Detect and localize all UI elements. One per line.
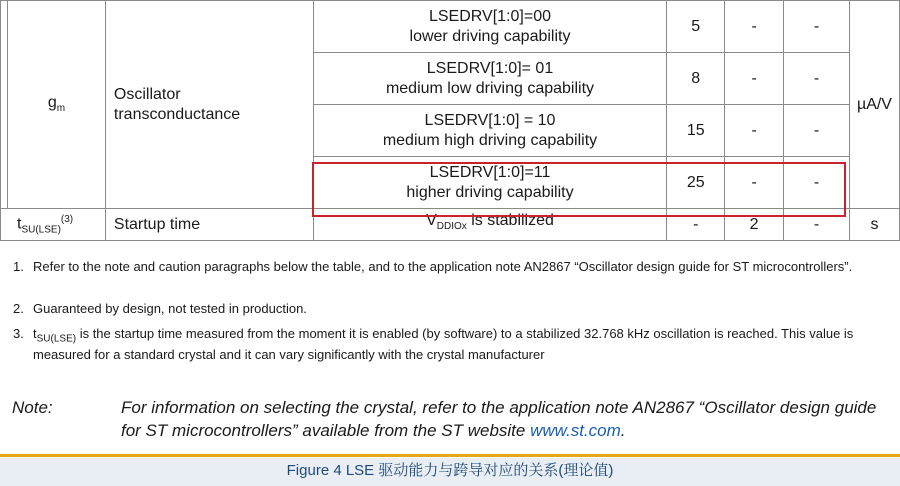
typ-value: - bbox=[725, 53, 784, 105]
gm-symbol-cell bbox=[7, 1, 105, 209]
condition-line1: LSEDRV[1:0]= 01 bbox=[426, 59, 554, 77]
typ-value: - bbox=[725, 1, 784, 53]
lse-spec-table bbox=[0, 0, 900, 241]
gm-parameter-line1: Oscillator bbox=[113, 85, 181, 103]
footnote-symbol: t bbox=[33, 326, 37, 341]
max-value: - bbox=[784, 53, 850, 105]
gm-symbol: g bbox=[47, 94, 57, 112]
condition-cell bbox=[313, 105, 667, 157]
typ-value: - bbox=[725, 157, 784, 209]
table-row bbox=[1, 209, 900, 241]
gm-parameter-cell bbox=[105, 1, 313, 209]
startup-condition-sub: DDIOx bbox=[436, 221, 467, 233]
footnote-number: 1. bbox=[13, 259, 24, 274]
footnote-number: 3. bbox=[13, 326, 24, 341]
gm-unit: µA/V bbox=[849, 1, 899, 209]
max-value: - bbox=[784, 105, 850, 157]
condition-line2: medium low driving capability bbox=[385, 79, 595, 97]
caption-rule bbox=[0, 454, 900, 457]
max-value: - bbox=[784, 209, 850, 241]
figure-caption: Figure 4 LSE 驱动能力与跨导对应的关系(理论值) bbox=[0, 458, 900, 486]
footnote-text: is the startup time measured from the moment it is enabled (by software) to a stabilized 32.768 kHz oscillation is reached. This value is measured for a standard crystal and it can vary significantly with the crystal manufacturer bbox=[33, 326, 854, 362]
left-margin-cell bbox=[1, 1, 8, 209]
st-website-link[interactable]: www.st.com bbox=[530, 421, 621, 440]
min-value: - bbox=[667, 209, 725, 241]
footnote-text-wrap bbox=[33, 326, 883, 362]
startup-condition-v: V bbox=[426, 212, 437, 230]
condition-cell bbox=[313, 53, 667, 105]
condition-line2: higher driving capability bbox=[406, 183, 574, 201]
condition-cell bbox=[313, 1, 667, 53]
table-row bbox=[1, 1, 900, 53]
min-value: 15 bbox=[667, 105, 725, 157]
footnote-text: Refer to the note and caution paragraphs below the table, and to the application note AN2867 “Oscillator design guide for ST microcontrollers”. bbox=[33, 259, 853, 274]
startup-symbol-sup: (3) bbox=[60, 213, 74, 225]
startup-unit: s bbox=[849, 209, 899, 241]
note-text: For information on selecting the crystal, refer to the application note AN2867 “Oscillator design guide for ST microcontrollers” available from the ST website bbox=[121, 398, 877, 440]
typ-value: - bbox=[725, 105, 784, 157]
startup-symbol-sub: SU(LSE) bbox=[21, 224, 61, 236]
condition-line2: medium high driving capability bbox=[382, 131, 598, 149]
footnote-text: Guaranteed by design, not tested in production. bbox=[33, 301, 307, 316]
condition-line1: LSEDRV[1:0] = 10 bbox=[424, 111, 556, 129]
max-value: - bbox=[784, 157, 850, 209]
startup-parameter: Startup time bbox=[105, 209, 313, 241]
startup-symbol-cell bbox=[1, 209, 106, 241]
footnote-number: 2. bbox=[13, 301, 24, 316]
note-label: Note: bbox=[12, 398, 53, 417]
startup-condition-rest: is stabilized bbox=[466, 212, 554, 230]
condition-line1: LSEDRV[1:0]=00 bbox=[428, 7, 551, 25]
typ-value: 2 bbox=[725, 209, 784, 241]
footnote-symbol-sub: SU(LSE) bbox=[36, 333, 77, 345]
max-value: - bbox=[784, 1, 850, 53]
condition-line2: lower driving capability bbox=[409, 27, 571, 45]
condition-line1: LSEDRV[1:0]=11 bbox=[429, 163, 551, 181]
gm-symbol-sub: m bbox=[56, 103, 66, 115]
startup-symbol: t bbox=[17, 215, 22, 233]
note-body bbox=[121, 396, 881, 442]
min-value: 8 bbox=[667, 53, 725, 105]
startup-condition-cell bbox=[313, 209, 667, 241]
gm-parameter-line2: transconductance bbox=[113, 105, 241, 123]
min-value: 5 bbox=[667, 1, 725, 53]
min-value: 25 bbox=[667, 157, 725, 209]
note-after: . bbox=[620, 421, 626, 440]
condition-cell bbox=[313, 157, 667, 209]
